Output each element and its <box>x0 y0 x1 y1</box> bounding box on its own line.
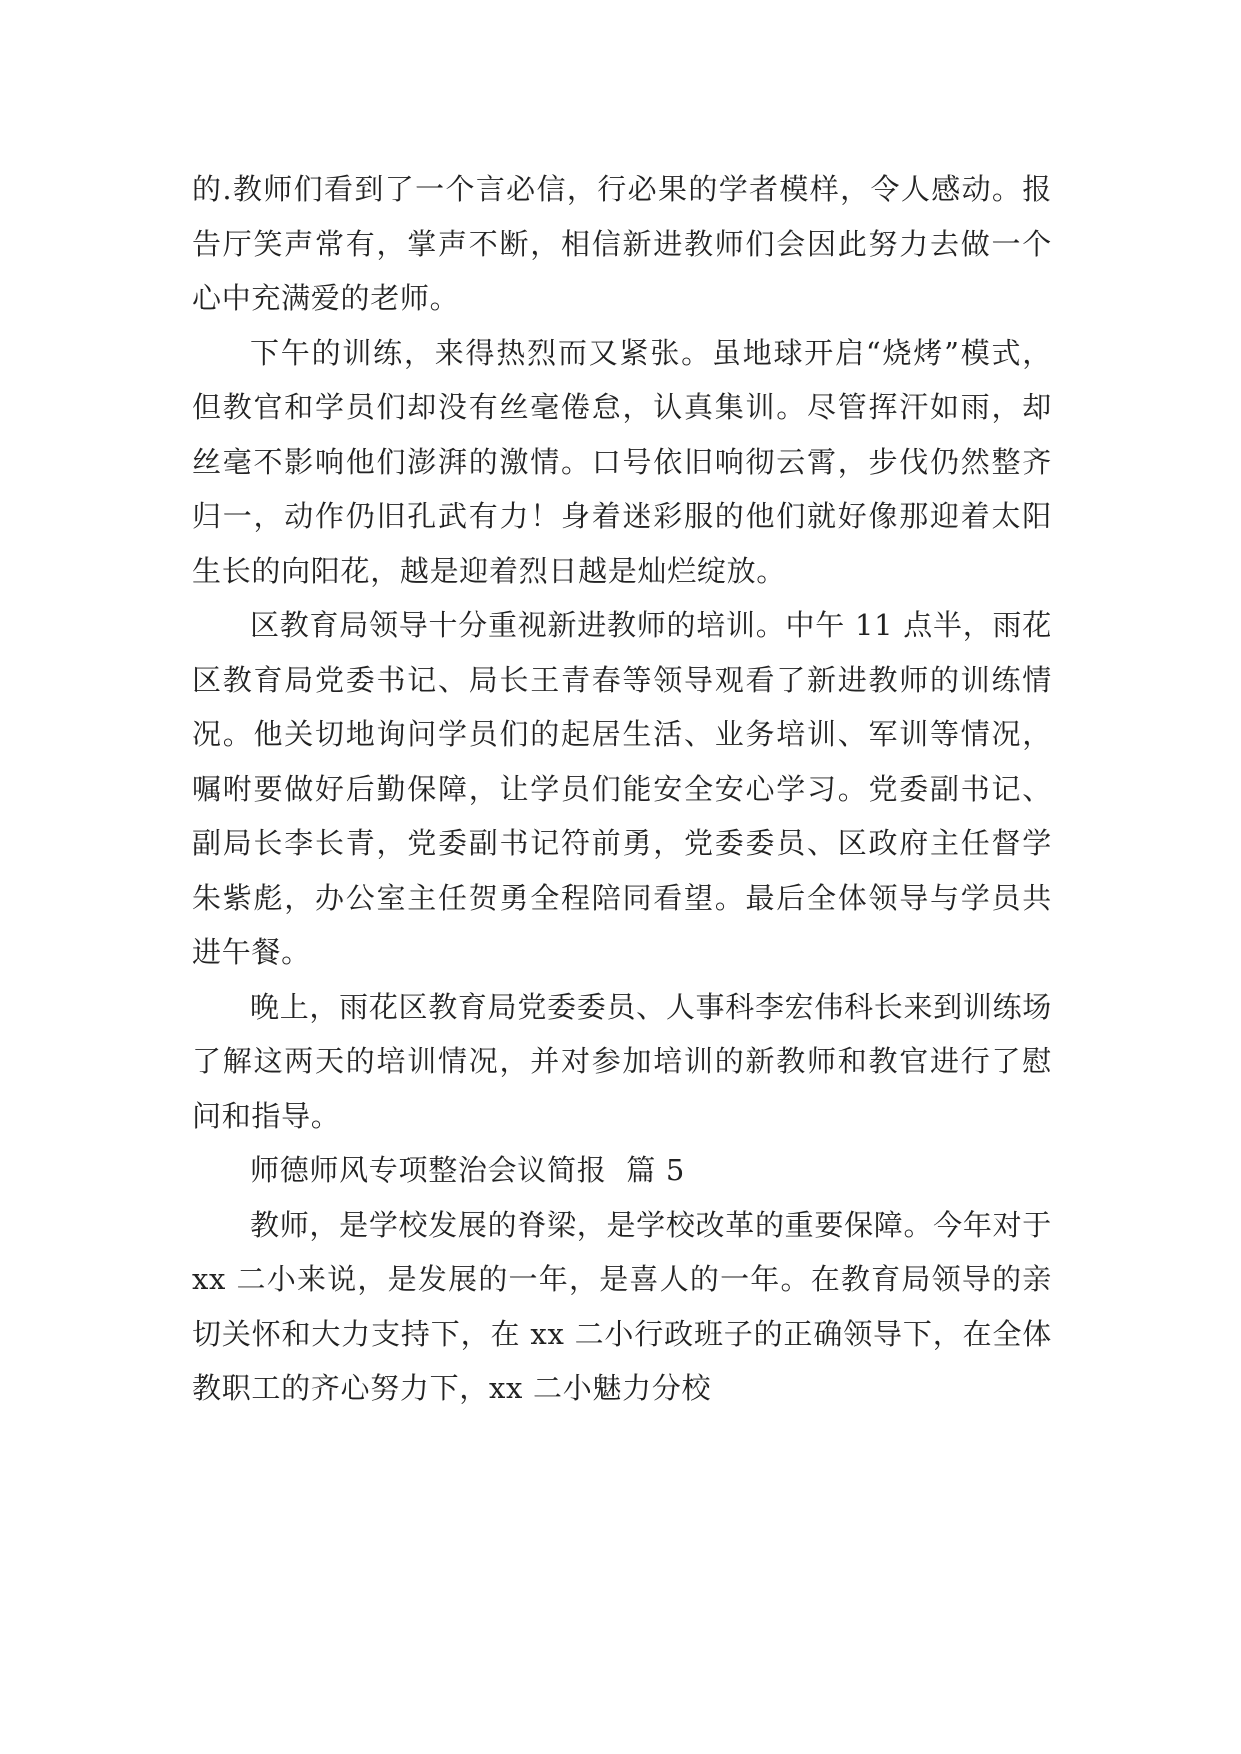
paragraph-leadership-visit: 区教育局领导十分重视新进教师的培训。中午 11 点半，雨花区教育局党委书记、局长王青春等领导观看了新进教师的训练情况。他关切地询问学员们的起居生活、业务培训、军训等情况，嘱咐要做好后勤保障，让学员们能安全安心学习。党委副书记、副局长李长青，党委副书记符前勇，党委委员、区政府主任督学朱紫彪，办公室主任贺勇全程陪同看望。最后全体领导与学员共进午餐。 <box>192 608 1052 969</box>
document-body <box>192 162 1052 1416</box>
paragraph-continuation: 的.教师们看到了一个言必信，行必果的学者模样，令人感动。报告厅笑声常有，掌声不断，相信新进教师们会因此努力去做一个心中充满爱的老师。 <box>192 172 1052 315</box>
section-heading: 师德师风专项整治会议简报 篇 5 <box>250 1153 686 1187</box>
paragraph-teachers-intro: 教师，是学校发展的脊梁，是学校改革的重要保障。今年对于 xx 二小来说，是发展的一年，是喜人的一年。在教育局领导的亲切关怀和大力支持下，在 xx 二小行政班子的正确领导下，在全体教职工的齐心努力下，xx 二小魅力分校 <box>192 1207 1052 1405</box>
paragraph-evening-visit: 晚上，雨花区教育局党委委员、人事科李宏伟科长来到训练场了解这两天的培训情况，并对参加培训的新教师和教官进行了慰问和指导。 <box>192 989 1052 1133</box>
paragraph-afternoon-training: 下午的训练，来得热烈而又紧张。虽地球开启“烧烤”模式，但教官和学员们却没有丝毫倦怠，认真集训。尽管挥汗如雨，却丝毫不影响他们澎湃的激情。口号依旧响彻云霄，步伐仍然整齐归一，动作仍旧孔武有力！身着迷彩服的他们就好像那迎着太阳生长的向阳花，越是迎着烈日越是灿烂绽放。 <box>192 335 1052 588</box>
